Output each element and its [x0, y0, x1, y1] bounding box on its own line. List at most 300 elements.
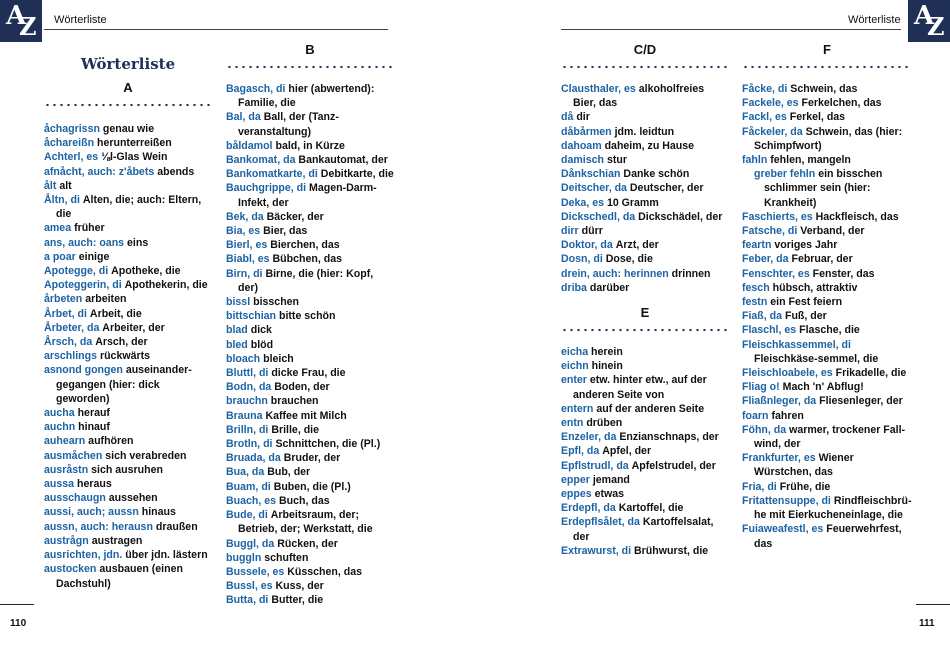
dictionary-entry	[226, 579, 394, 593]
entry-headword: åchareißn	[44, 137, 95, 150]
entry-headword: Buach, es	[226, 494, 277, 507]
entry-headword: eppes	[561, 488, 592, 501]
entry-definition: Apfelstrudel, der	[631, 459, 716, 472]
entry-definition: 10 Gramm	[606, 196, 659, 209]
dictionary-entry	[561, 281, 729, 295]
dictionary-entry	[44, 165, 212, 179]
entry-headword: aucha	[44, 407, 75, 420]
footer-rule	[0, 604, 34, 605]
dictionary-entry	[742, 125, 912, 153]
entry-definition: etwas	[594, 488, 625, 501]
entry-headword: austocken	[44, 563, 97, 576]
entry-definition: Flasche, die	[799, 324, 860, 337]
entry-definition: etw. hinter etw., auf der anderen Seite von	[573, 374, 707, 401]
entry-headword: eicha	[561, 346, 589, 359]
entry-headword: dirr	[561, 225, 579, 238]
entry-definition: Buch, das	[279, 494, 330, 507]
dictionary-entry	[561, 459, 729, 473]
entry-headword: auchn	[44, 421, 76, 434]
entry-definition: herunterreißen	[97, 137, 172, 150]
dictionary-entry	[44, 250, 212, 264]
dictionary-entry	[742, 110, 912, 124]
entry-definition: Kartoffel, die	[618, 502, 684, 515]
entry-definition: Fliesenleger, der	[819, 395, 903, 408]
entry-headword: Bia, es	[226, 225, 261, 238]
entry-headword: amea	[44, 222, 72, 235]
entry-definition: fahren	[771, 409, 804, 422]
entry-headword: Achterl, es	[44, 151, 99, 164]
running-title: Wörterliste	[54, 14, 107, 26]
entry-definition: voriges Jahr	[774, 239, 838, 252]
column-b	[226, 42, 394, 608]
entry-headword: Birn, di	[226, 267, 263, 280]
entry-definition: Wiener Würstchen, das	[754, 452, 854, 479]
entry-headword: båldamol	[226, 139, 273, 152]
section-letter: E	[640, 305, 650, 321]
entry-headword: Frankfurter, es	[742, 452, 816, 465]
entry-definition: Apothekerin, die	[124, 279, 208, 292]
logo-letter-a: A	[6, 1, 27, 31]
entry-definition: Ferkelchen, das	[801, 97, 882, 110]
entry-headword: foarn	[742, 409, 769, 422]
entry-definition: darüber	[589, 281, 630, 294]
entry-definition: Küsschen, das	[287, 565, 363, 578]
entry-definition: draußen	[155, 520, 198, 533]
running-title: Wörterliste	[848, 14, 901, 26]
dictionary-entry	[44, 349, 212, 363]
dictionary-entry	[742, 267, 912, 281]
entry-definition: Alten, die; auch: Eltern, die	[56, 194, 202, 221]
entry-definition: herauf	[77, 407, 110, 420]
dictionary-entry	[44, 278, 212, 292]
entry-definition: drinnen	[671, 267, 711, 280]
entry-definition: Kaffee mit Milch	[265, 409, 347, 422]
dictionary-entry	[226, 238, 394, 252]
entry-headword: Bussl, es	[226, 580, 273, 593]
dictionary-entry	[44, 136, 212, 150]
entry-headword: Brotln, di	[226, 438, 273, 451]
entry-headword: Deka, es	[561, 196, 604, 209]
dictionary-entry	[742, 252, 912, 266]
dictionary-entry	[561, 181, 729, 195]
entry-headword: Bankomatkarte, di	[226, 168, 318, 181]
entry-headword: Föhn, da	[742, 423, 787, 436]
dictionary-entry	[226, 366, 394, 380]
dictionary-entry	[561, 345, 729, 359]
dictionary-entry	[226, 309, 394, 323]
entry-headword: Bek, da	[226, 210, 264, 223]
dictionary-entry	[44, 150, 212, 164]
entry-headword: Butta, di	[226, 594, 269, 607]
dictionary-entry	[742, 323, 912, 337]
entry-definition: ⅛l-Glas Wein	[101, 151, 168, 164]
dictionary-entry	[226, 537, 394, 551]
entry-headword: Fleischloabele, es	[742, 367, 833, 380]
entry-headword: Fliaßnleger, da	[742, 395, 817, 408]
entry-definition: Fenster, das	[812, 267, 875, 280]
entry-headword: Bauchgrippe, di	[226, 182, 307, 195]
entry-headword: Brilln, di	[226, 423, 269, 436]
dotted-divider	[226, 64, 394, 70]
dictionary-entry	[561, 515, 729, 543]
entry-definition: Ferkel, das	[789, 111, 846, 124]
dotted-divider	[561, 327, 729, 333]
dictionary-entry	[44, 307, 212, 321]
entry-definition: bald, in Kürze	[275, 139, 345, 152]
entry-headword: afnåcht, auch: z'åbets	[44, 165, 155, 178]
dictionary-entry	[226, 423, 394, 437]
entry-definition: Bruder, der	[283, 452, 341, 465]
entry-definition: Schwein, das (hier: Schimpfwort)	[754, 125, 903, 152]
entry-definition: austragen	[91, 534, 143, 547]
dictionary-entry	[226, 480, 394, 494]
entry-headword: driba	[561, 281, 587, 294]
entry-headword: ausrichten, jdn.	[44, 549, 123, 562]
entry-headword: Epfl, da	[561, 445, 600, 458]
dictionary-entry	[44, 434, 212, 448]
section-letter: A	[123, 80, 133, 95]
entry-headword: Fåcke, di	[742, 83, 788, 95]
dictionary-entry	[561, 125, 729, 139]
entry-headword: Bua, da	[226, 466, 265, 479]
footer-rule	[916, 604, 950, 605]
entry-definition: Bierchen, das	[270, 239, 340, 252]
right-page	[475, 0, 950, 648]
entry-headword: då	[561, 111, 574, 124]
entry-definition: alt	[59, 179, 72, 192]
dictionary-entry	[226, 380, 394, 394]
dictionary-entry	[44, 221, 212, 235]
entry-headword: blad	[226, 324, 248, 337]
entry-headword: fesch	[742, 281, 770, 294]
dictionary-entry	[561, 359, 729, 373]
entry-headword: Bierl, es	[226, 239, 268, 252]
entry-headword: Erdepfl, da	[561, 502, 616, 515]
entry-headword: a poar	[44, 250, 76, 263]
entry-definition: aussehen	[108, 492, 158, 505]
entry-headword: Fiaß, da	[742, 310, 783, 323]
entry-headword: aussn, auch: herausn	[44, 520, 153, 533]
entry-headword: bloach	[226, 352, 261, 365]
entry-headword: aussa	[44, 478, 75, 491]
dictionary-entry	[561, 444, 729, 458]
entry-headword: ålt	[44, 179, 57, 192]
entry-definition: blöd	[250, 338, 274, 351]
entry-headword: bissl	[226, 296, 251, 309]
entry-definition: bitte schön	[278, 310, 336, 323]
logo-letter-a: A	[914, 1, 935, 31]
entry-definition: Februar, der	[791, 253, 853, 266]
dictionary-entry	[226, 338, 394, 352]
entry-headword: Dickschedl, da	[561, 210, 636, 223]
logo-letter-z: Z	[927, 12, 945, 41]
entry-headword: Feber, da	[742, 253, 789, 266]
entry-definition: sich ausruhen	[91, 463, 163, 476]
dictionary-entry	[742, 394, 912, 408]
entry-headword: ans, auch: oans	[44, 236, 125, 249]
entry-headword: Bagasch, di	[226, 83, 286, 95]
entry-headword: Fleischkassemmel, di	[742, 338, 851, 351]
dictionary-entry	[742, 309, 912, 323]
logo-letter-z: Z	[19, 12, 37, 41]
entry-definition: jemand	[592, 473, 630, 486]
entry-headword: Bal, da	[226, 111, 261, 124]
entry-definition: Apotheke, die	[111, 265, 181, 278]
dictionary-entry	[44, 491, 212, 505]
entry-definition: fehlen, mangeln	[770, 154, 851, 167]
entry-definition: Magen-Darm-Infekt, der	[238, 182, 377, 209]
entry-headword: Fåckeler, da	[742, 125, 803, 138]
dictionary-entry	[742, 380, 912, 394]
dictionary-entry	[226, 110, 394, 138]
entry-definition: bisschen	[253, 296, 300, 309]
dictionary-entry	[561, 402, 729, 416]
az-logo-icon	[908, 0, 950, 42]
entry-definition: hinaus	[141, 506, 176, 519]
entry-definition: brauchen	[270, 395, 319, 408]
header-rule	[44, 29, 388, 30]
entry-definition: sich verabreden	[105, 449, 187, 462]
entry-headword: Bussele, es	[226, 565, 285, 578]
entry-definition: Mach 'n' Abflug!	[782, 381, 864, 394]
entry-headword: Dånkschian	[561, 168, 621, 181]
entry-definition: abends	[157, 165, 195, 178]
dictionary-entry	[742, 153, 912, 167]
dictionary-entry	[561, 252, 729, 266]
entry-definition: Arbeit, die	[89, 307, 142, 320]
dictionary-entry	[44, 477, 212, 491]
entry-headword: Deitscher, da	[561, 182, 627, 195]
dictionary-entry	[561, 153, 729, 167]
entry-definition: ausbauen (einen Dachstuhl)	[56, 563, 183, 590]
dictionary-entry	[226, 82, 394, 110]
entry-headword: entn	[561, 417, 584, 430]
dictionary-entry	[226, 437, 394, 451]
dictionary-entry	[44, 505, 212, 519]
dictionary-entry	[561, 238, 729, 252]
entry-definition: Danke schön	[623, 168, 690, 181]
dictionary-entry	[742, 409, 912, 423]
dictionary-entry	[226, 394, 394, 408]
entry-definition: ein Fest feiern	[770, 296, 843, 309]
entry-definition: Ball, der (Tanz-veranstaltung)	[238, 111, 339, 138]
dictionary-entry	[44, 449, 212, 463]
entry-definition: ein bisschen schlimmer sein (hier: Krankheit)	[764, 168, 883, 209]
entry-definition: einige	[78, 250, 110, 263]
entry-headword: Dosn, di	[561, 253, 603, 266]
entry-headword: brauchn	[226, 395, 268, 408]
dictionary-entry	[226, 494, 394, 508]
dictionary-entry	[561, 110, 729, 124]
entry-headword: feartn	[742, 239, 772, 252]
dictionary-entry	[561, 196, 729, 210]
entry-definition: Rindfleischbrü-he mit Eierkucheneinlage, die	[754, 494, 912, 522]
dictionary-entry	[561, 224, 729, 238]
dictionary-entry	[742, 210, 912, 224]
dictionary-entry	[226, 451, 394, 465]
dictionary-entry	[561, 501, 729, 515]
header-rule	[561, 29, 901, 30]
entry-headword: auhearn	[44, 435, 86, 448]
entry-headword: ausschaugn	[44, 492, 106, 505]
entry-definition: dürr	[581, 225, 603, 238]
dictionary-entry	[44, 420, 212, 434]
entry-headword: Fackele, es	[742, 97, 799, 110]
entry-definition: Arsch, der	[95, 336, 148, 349]
entry-definition: heraus	[77, 478, 112, 491]
entry-definition: Brille, die	[271, 423, 320, 436]
dictionary-entry	[226, 593, 394, 607]
entry-headword: Buam, di	[226, 480, 271, 493]
entry-definition: arbeiten	[85, 293, 127, 306]
entry-headword: Fritattensuppe, di	[742, 494, 831, 507]
entry-definition: Brühwurst, die	[634, 544, 709, 557]
dictionary-entry	[226, 465, 394, 479]
entry-headword: Bude, di	[226, 509, 268, 522]
entry-headword: fahln	[742, 154, 768, 167]
entry-headword: ausråstn	[44, 463, 89, 476]
entry-definition: schuften	[264, 551, 309, 564]
dotted-divider	[742, 64, 912, 70]
dictionary-entry	[226, 409, 394, 423]
section-letter: C/D	[633, 42, 657, 57]
dictionary-entry	[561, 487, 729, 501]
entry-definition: Arbeiter, der	[102, 321, 165, 334]
entry-headword: Fatsche, di	[742, 225, 798, 238]
dictionary-entry	[44, 292, 212, 306]
entry-definition: hübsch, attraktiv	[772, 281, 858, 294]
entry-headword: Åltn, di	[44, 194, 80, 207]
dictionary-entry	[561, 473, 729, 487]
dictionary-entry	[742, 238, 912, 252]
dictionary-entry	[44, 236, 212, 250]
entry-headword: Fria, di	[742, 480, 777, 493]
entry-headword: Apotegge, di	[44, 265, 109, 278]
dotted-divider	[561, 64, 729, 70]
dictionary-entry	[226, 267, 394, 295]
entry-definition: Fleischkäse-semmel, die	[754, 352, 879, 365]
dictionary-entry	[561, 267, 729, 281]
entry-headword: Extrawurst, di	[561, 544, 632, 557]
section-letter: F	[823, 42, 831, 57]
entry-definition: Buben, die (Pl.)	[273, 480, 351, 493]
column-a	[44, 54, 212, 591]
dotted-divider	[44, 102, 212, 108]
entry-definition: jdm. leidtun	[614, 125, 675, 138]
dictionary-entry	[742, 167, 912, 210]
entry-definition: auf der anderen Seite	[596, 402, 705, 415]
entry-definition: genau wie	[102, 123, 155, 135]
entry-definition: hinauf	[78, 421, 110, 434]
entry-headword: Buggl, da	[226, 537, 275, 550]
entry-definition: aufhören	[88, 435, 134, 448]
section-letter: B	[305, 42, 315, 57]
dictionary-entry	[742, 494, 912, 522]
column-cd	[561, 42, 729, 558]
entry-headword: Doktor, da	[561, 239, 613, 252]
dictionary-entry	[226, 352, 394, 366]
entry-definition: stur	[606, 154, 627, 167]
dictionary-entry	[44, 463, 212, 477]
entry-definition: Bäcker, der	[266, 210, 324, 223]
entry-list	[561, 82, 729, 295]
entry-definition: Bübchen, das	[272, 253, 342, 266]
dictionary-entry	[44, 363, 212, 406]
entry-headword: Bankomat, da	[226, 154, 296, 167]
entry-definition: Frühe, die	[779, 480, 831, 493]
entry-headword: Clausthaler, es	[561, 83, 636, 95]
az-logo-icon	[0, 0, 42, 42]
entry-definition: Dickschädel, der	[638, 210, 723, 223]
entry-headword: Fliag o!	[742, 381, 780, 394]
page-number: 111	[919, 618, 935, 629]
entry-definition: dicke Frau, die	[271, 367, 346, 380]
dictionary-entry	[561, 167, 729, 181]
dictionary-entry	[742, 423, 912, 451]
dictionary-entry	[44, 264, 212, 278]
entry-headword: Epflstrudl, da	[561, 459, 629, 472]
dictionary-entry	[44, 179, 212, 193]
entry-headword: Apoteggerin, di	[44, 279, 122, 292]
entry-definition: Bier, das	[263, 225, 308, 238]
entry-definition: Verband, der	[800, 225, 865, 238]
dictionary-entry	[561, 373, 729, 401]
entry-headword: Fenschter, es	[742, 267, 810, 280]
entry-definition: Kuss, der	[275, 580, 324, 593]
dictionary-entry	[226, 323, 394, 337]
entry-definition: Debitkarte, die	[320, 168, 394, 181]
entry-list	[226, 82, 394, 608]
entry-definition: auseinander-gegangen (hier: dick geworden)	[56, 364, 192, 405]
entry-list	[44, 122, 212, 591]
entry-headword: Enzeler, da	[561, 431, 617, 444]
entry-definition: früher	[74, 222, 105, 235]
entry-headword: asnond gongen	[44, 364, 123, 377]
dictionary-entry	[44, 335, 212, 349]
entry-headword: eichn	[561, 360, 589, 373]
entry-headword: Bluttl, di	[226, 367, 269, 380]
entry-definition: Schwein, das	[790, 83, 858, 95]
entry-headword: åchagrissn	[44, 123, 100, 135]
dictionary-entry	[44, 534, 212, 548]
dictionary-entry	[44, 406, 212, 420]
dictionary-entry	[742, 366, 912, 380]
dictionary-entry	[226, 139, 394, 153]
entry-definition: Schnittchen, die (Pl.)	[275, 438, 381, 451]
entry-headword: Bruada, da	[226, 452, 281, 465]
entry-headword: aussi, auch; aussn	[44, 506, 139, 519]
dictionary-entry	[226, 508, 394, 536]
dictionary-entry	[226, 565, 394, 579]
dictionary-entry	[561, 430, 729, 444]
dictionary-entry	[226, 153, 394, 167]
entry-headword: Årbeter, da	[44, 321, 100, 334]
entry-definition: Bankautomat, der	[298, 154, 388, 167]
entry-headword: arschlings	[44, 350, 97, 363]
dictionary-entry	[44, 520, 212, 534]
entry-headword: Brauna	[226, 409, 263, 422]
entry-definition: dick	[250, 324, 272, 337]
entry-headword: ausmåchen	[44, 449, 103, 462]
dictionary-entry	[561, 544, 729, 558]
entry-headword: Bodn, da	[226, 381, 272, 394]
entry-headword: dahoam	[561, 139, 602, 152]
entry-definition: daheim, zu Hause	[604, 139, 695, 152]
entry-definition: dir	[576, 111, 590, 124]
entry-definition: eins	[127, 236, 149, 249]
entry-definition: Bub, der	[267, 466, 311, 479]
dictionary-entry	[226, 181, 394, 209]
